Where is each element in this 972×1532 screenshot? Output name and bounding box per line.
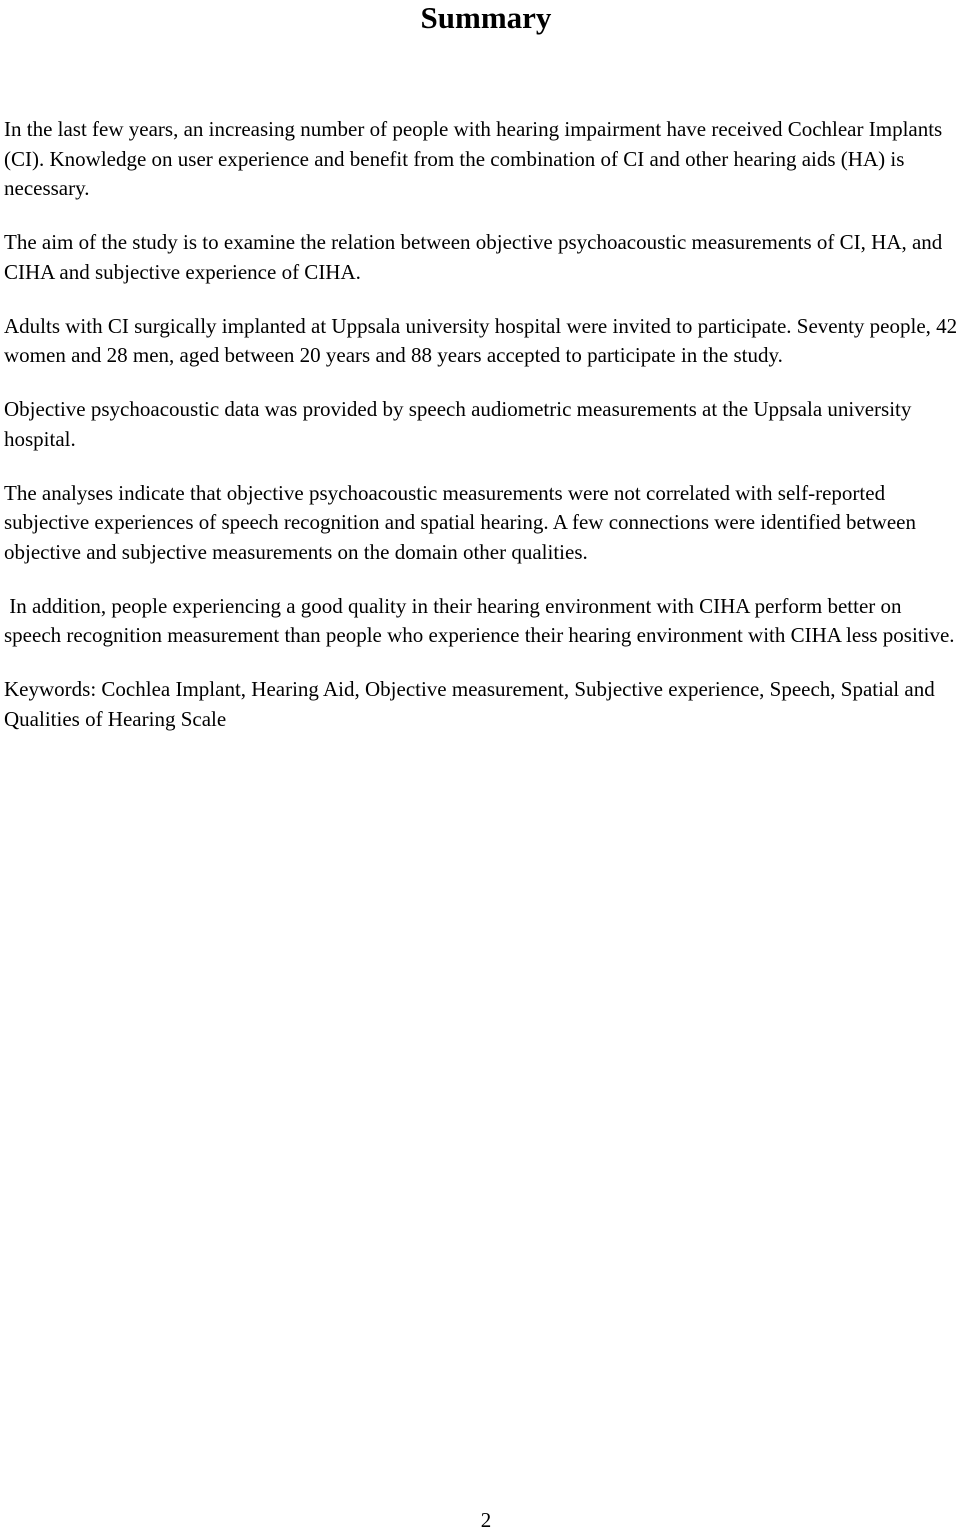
paragraph-analyses: The analyses indicate that objective psychoacoustic measurements were not correlated with self-reported subjective experiences of speech recognition and spatial hearing. A few connections were identified between objective and subjective measurements on the domain other qualities. bbox=[4, 480, 922, 564]
page-number: 2 bbox=[480, 1508, 492, 1532]
paragraph-keywords: Keywords: Cochlea Implant, Hearing Aid, Objective measurement, Subjective experience, Speech, Spatial and Qualities of Hearing Scale bbox=[4, 677, 940, 731]
paragraph-aim: The aim of the study is to examine the relation between objective psychoacoustic measurements of CI, HA, and CIHA and subjective experience of CIHA. bbox=[4, 230, 948, 284]
page-title: Summary bbox=[420, 0, 552, 35]
paragraph-addition: In addition, people experiencing a good quality in their hearing environment with CIHA perform better on speech recognition measurement than people who experience their hearing environment with CIHA less positive. bbox=[4, 593, 955, 647]
paragraph-data-source: Objective psychoacoustic data was provided by speech audiometric measurements at the Uppsala university hospital. bbox=[4, 397, 917, 451]
summary-body bbox=[4, 115, 963, 759]
paragraph-background: In the last few years, an increasing number of people with hearing impairment have received Cochlear Implants (CI). Knowledge on user experience and benefit from the combination of CI and other hearing aids (HA) is necessary. bbox=[4, 117, 948, 200]
paragraph-participants: Adults with CI surgically implanted at Uppsala university hospital were invited to participate. Seventy people, 42 women and 28 men, aged between 20 years and 88 years accepted to participate in the study. bbox=[4, 313, 963, 367]
